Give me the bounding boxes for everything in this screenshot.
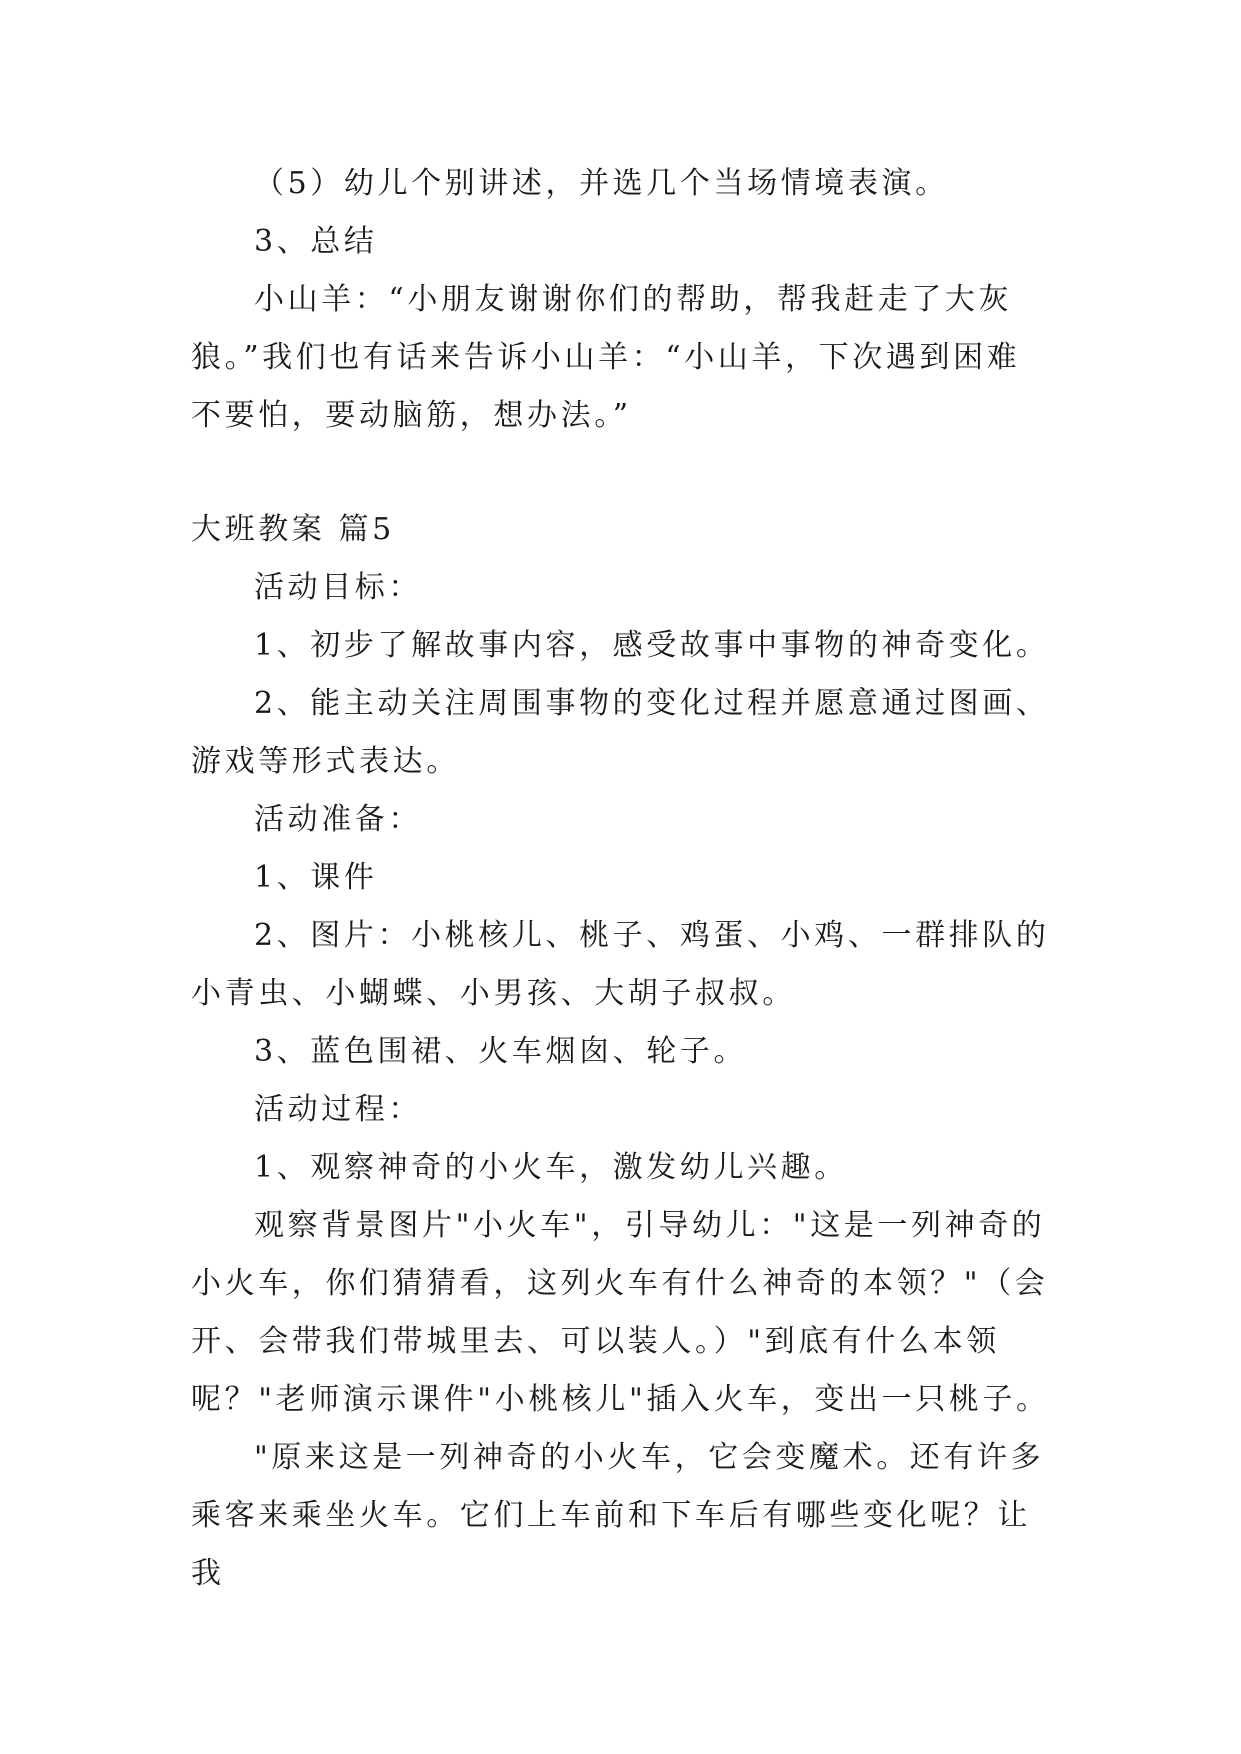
section-heading: 大班教案 篇5: [191, 512, 395, 547]
paragraph: 小山羊：“小朋友谢谢你们的帮助，帮我赶走了大灰狼。”我们也有话来告诉小山羊：“小山羊，下次遇到困难不要怕，要动脑筋，想办法。”: [191, 282, 1021, 433]
paragraph: 2、图片：小桃核儿、桃子、鸡蛋、小鸡、一群排队的小青虫、小蝴蝶、小男孩、大胡子叔叔。: [191, 918, 1050, 1011]
paragraph: 活动准备：: [254, 802, 422, 837]
paragraph: 3、总结: [254, 224, 378, 259]
paragraph: （5）幼儿个别讲述，并选几个当场情境表演。: [254, 166, 949, 201]
paragraph: "原来这是一列神奇的小火车，它会变魔术。还有许多乘客来乘坐火车。它们上车前和下车后有哪些变化呢？让我: [191, 1440, 1045, 1591]
paragraph: 2、能主动关注周围事物的变化过程并愿意通过图画、游戏等形式表达。: [191, 686, 1050, 779]
paragraph: 观察背景图片"小火车"，引导幼儿："这是一列神奇的小火车，你们猜猜看，这列火车有什么神奇的本领？"（会开、会带我们带城里去、可以装人。）"到底有什么本领呢？"老师演示课件"小桃核儿"插入火车，变出一只桃子。: [191, 1208, 1050, 1417]
document-body: [191, 155, 1053, 1603]
paragraph: 活动过程：: [254, 1092, 422, 1127]
paragraph: 1、观察神奇的小火车，激发幼儿兴趣。: [254, 1150, 848, 1185]
paragraph: 活动目标：: [254, 570, 422, 605]
paragraph: 1、课件: [254, 860, 378, 895]
paragraph: 1、初步了解故事内容，感受故事中事物的神奇变化。: [254, 628, 1050, 663]
paragraph: 3、蓝色围裙、火车烟囱、轮子。: [254, 1034, 748, 1069]
